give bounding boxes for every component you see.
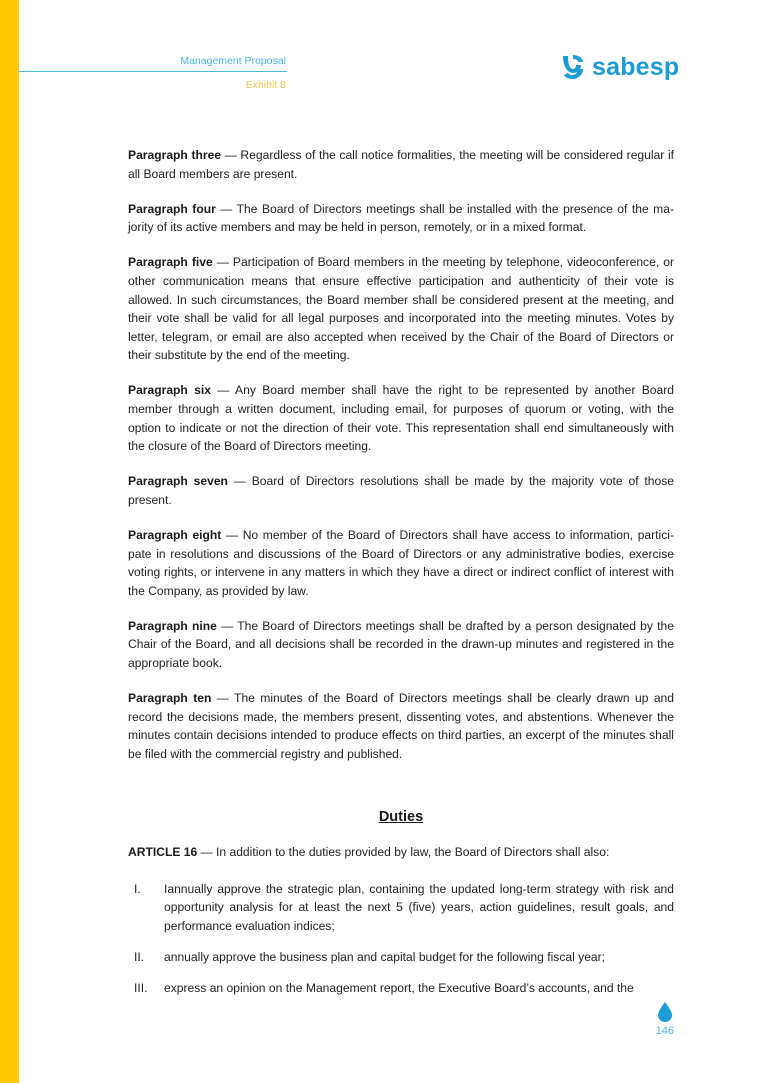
paragraph-text: — The minutes of the Board of Directors meetings shall be clearly drawn up and record the decisions made, the members present, dissenting votes, and abstentions. Whenever the minutes contain decisions intended to produce effects on third parties, an excerpt of the minutes shall be filed with the commercial registry and published. — [128, 691, 674, 761]
paragraph-six — [128, 381, 674, 455]
paragraph-text: — No member of the Board of Directors shall have access to information, partici-pate in resolutions and discussions of the Board of Directors or any administrative bodies, exercise voting rights, or intervene in any matters in which they have a direct or indirect conflict of interest with the Company, as provided by law. — [128, 528, 674, 598]
paragraph-label: Paragraph four — [128, 201, 216, 216]
logo-wordmark: sabesp — [592, 53, 680, 81]
paragraph-text: — Board of Directors resolutions shall be made by the majority vote of those present. — [128, 474, 674, 507]
list-item-text: express an opinion on the Management report, the Executive Board’s accounts, and the — [164, 981, 634, 996]
list-item-text: annually approve the business plan and capital budget for the following fiscal year; — [164, 950, 606, 964]
paragraph-text: — Participation of Board members in the meeting by telephone, videoconference, or other communication means that ensure effective participation and authenticity of their vote is allowed. In such circumstances, the Board member shall be considered present at the meeting, and their vote shall be valid for all legal purposes and incorporated into the meeting minutes. Votes by letter, telegram, or email are also accepted when received by the Chair of the Board of Directors or their substitute by the end of the meeting. — [128, 255, 674, 363]
paragraph-text: — The Board of Directors meetings shall be drafted by a person designated by the Chair of the Board, and all decisions shall be recorded in the drawn-up minutes and registered in the appropriate book. — [128, 618, 674, 671]
header-rule — [19, 71, 287, 72]
list-item — [128, 979, 674, 998]
paragraph-four — [128, 200, 674, 237]
paragraph-text: — Regardless of the call notice formalities, the meeting will be considered regular if all Board members are present. — [128, 148, 674, 181]
side-accent-bar — [0, 0, 19, 1083]
water-drop-icon — [658, 1002, 672, 1027]
page-number: 146 — [655, 1025, 674, 1037]
article-16-intro — [128, 843, 674, 862]
list-item-text: Iannually approve the strategic plan, containing the updated long-term strategy with risk and opportunity analysis for at least the next 5 (five) years, action guidelines, result goals, and performance evaluation indices; — [164, 881, 674, 933]
paragraph-nine — [128, 617, 674, 673]
paragraph-five — [128, 253, 674, 365]
paragraph-text: — The Board of Directors meetings shall be installed with the presence of the ma-jority of its active members and may be held in person, remotely, or in a mixed format. — [128, 201, 674, 235]
paragraph-ten — [128, 689, 674, 763]
section-heading: Duties — [378, 808, 424, 825]
paragraph-label: Paragraph ten — [128, 691, 212, 706]
sabesp-logo-icon — [559, 53, 587, 81]
paragraph-label: Paragraph three — [128, 148, 222, 162]
paragraph-three — [128, 146, 674, 183]
header-exhibit: Exhibit 8 — [245, 79, 286, 91]
sabesp-logo — [559, 52, 679, 82]
paragraph-label: Paragraph nine — [128, 618, 217, 633]
list-item — [128, 880, 674, 936]
paragraph-label: Paragraph six — [128, 383, 211, 398]
list-item — [128, 948, 674, 967]
paragraph-label: Paragraph seven — [128, 474, 228, 489]
paragraph-label: Paragraph eight — [128, 528, 222, 542]
article-label: ARTICLE 16 — [128, 845, 198, 860]
document-body — [128, 146, 674, 1010]
paragraph-seven — [128, 472, 674, 509]
list-item-number: I. — [134, 881, 141, 896]
list-item-number: II. — [134, 950, 145, 964]
duties-list — [128, 880, 674, 998]
article-text: — In addition to the duties provided by law, the Board of Directors shall also: — [197, 845, 610, 860]
header-title: Management Proposal — [180, 55, 286, 67]
paragraph-eight — [128, 526, 674, 600]
paragraph-text: — Any Board member shall have the right to be represented by another Board member through a written document, including email, for purposes of quorum or voting, with the option to indicate or not the direction of their vote. This representation shall end simultaneously with the closure of the Board of Directors meeting. — [128, 383, 674, 454]
paragraph-label: Paragraph five — [128, 255, 213, 270]
list-item-number: III. — [134, 981, 148, 996]
